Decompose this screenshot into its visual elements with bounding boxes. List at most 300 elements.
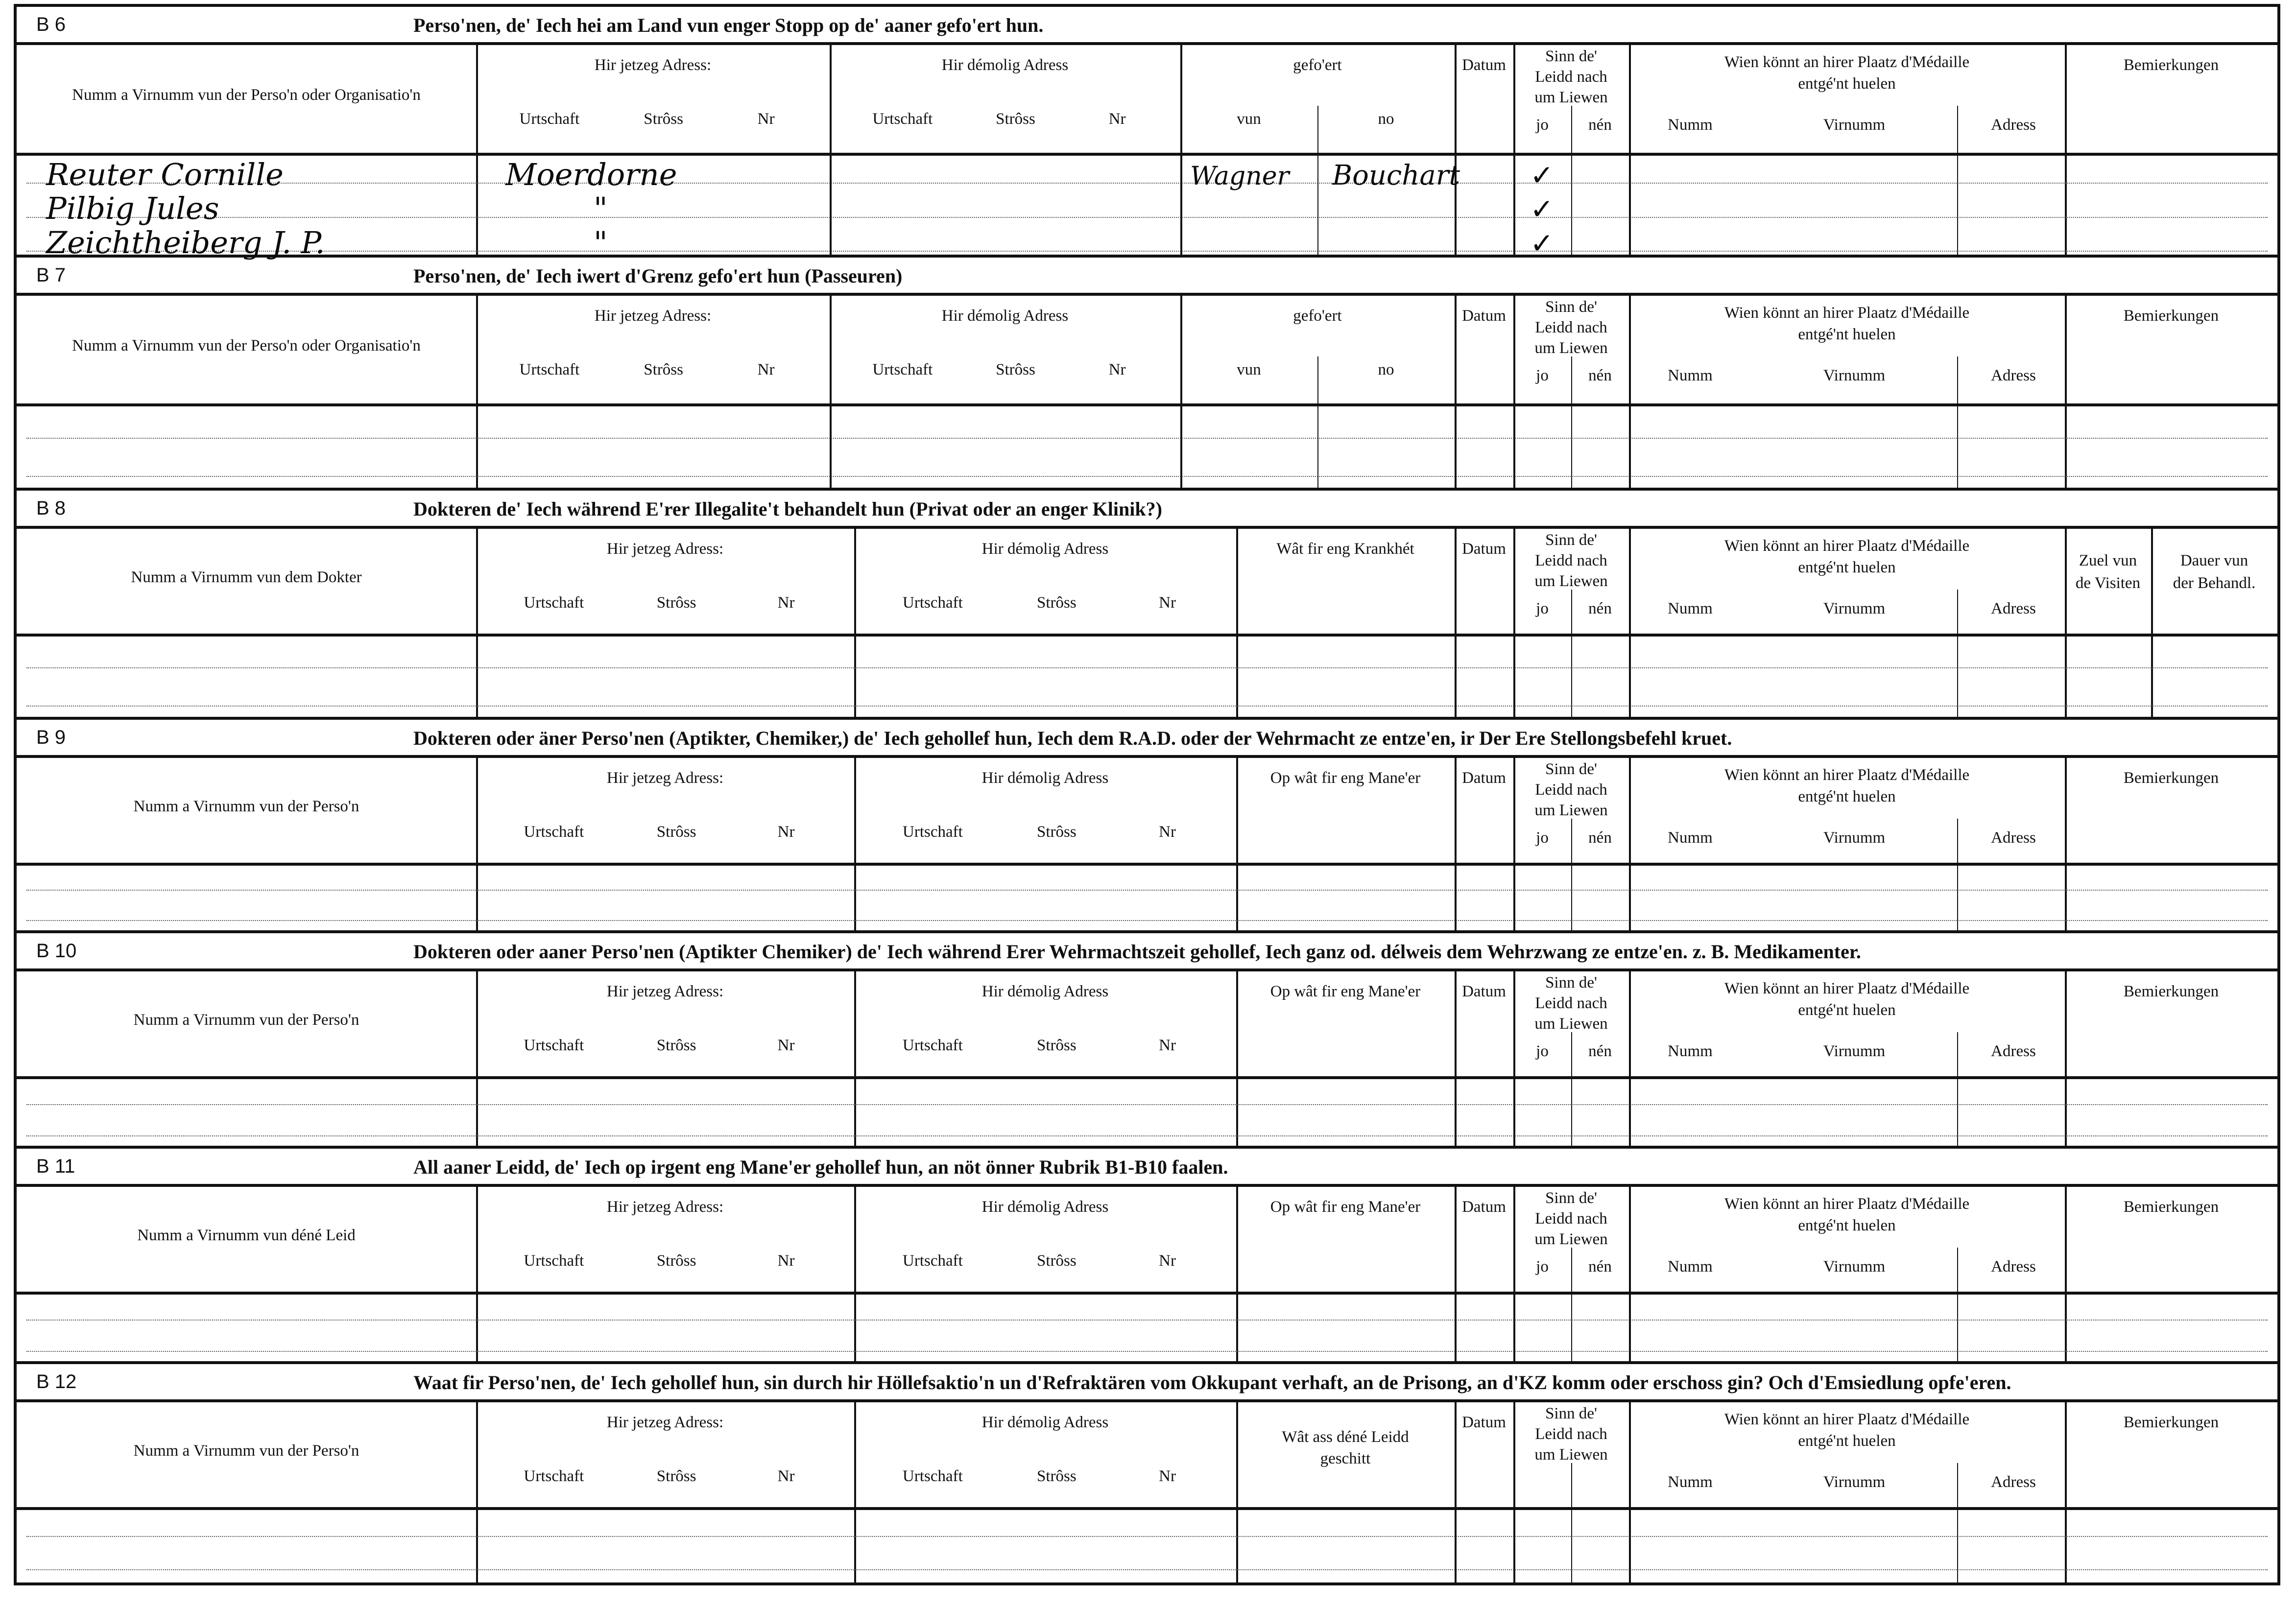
column-header-name: Numm a Virnumm vun dem Dokter xyxy=(131,568,362,586)
column-divider xyxy=(1513,1399,1515,1582)
column-header-medal-1: Wien könnt an hirer Plaatz d'Médaille xyxy=(1724,53,1970,71)
subcolumn-divider xyxy=(1957,1463,1958,1582)
column-divider xyxy=(1513,755,1515,930)
column-header-name: Numm a Virnumm vun déné Leid xyxy=(137,1227,356,1244)
table-top-border xyxy=(17,968,2277,971)
column-header-remarks: Bemierkungen xyxy=(2123,1198,2219,1216)
header-separator xyxy=(17,1292,2277,1295)
subheader-street: Strôss xyxy=(1037,594,1076,612)
subheader-street: Strôss xyxy=(644,361,683,378)
column-header-medal-1: Wien könnt an hirer Plaatz d'Médaille xyxy=(1724,304,1970,322)
subheader-no: nén xyxy=(1588,1042,1612,1060)
subheader-street: Strôss xyxy=(996,361,1035,378)
column-divider xyxy=(1513,1184,1515,1361)
subheader-address: Adress xyxy=(1991,116,2036,134)
column-divider xyxy=(1629,1184,1631,1361)
subheader-surname: Numm xyxy=(1668,1473,1713,1491)
column-divider xyxy=(854,968,856,1146)
subheader-number: Nr xyxy=(1159,594,1176,612)
subheader-no: nén xyxy=(1588,829,1612,847)
table-top-border xyxy=(17,755,2277,758)
column-header-name: Numm a Virnumm vun der Perso'n xyxy=(133,1011,359,1029)
column-header-current-address: Hir jetzeg Adress: xyxy=(606,1414,724,1431)
column-header-current-address: Hir jetzeg Adress: xyxy=(606,1198,724,1216)
column-header-alive-1: Sinn de' xyxy=(1545,974,1597,991)
header-separator xyxy=(17,1507,2277,1510)
column-header-alive-2: Leidd nach xyxy=(1535,319,1607,336)
check-mark: ✓ xyxy=(1530,159,1554,192)
section-table xyxy=(17,42,2277,260)
entry-line xyxy=(26,183,2268,184)
subheader-to: no xyxy=(1378,110,1394,128)
section-b12 xyxy=(17,1364,2277,1582)
column-divider xyxy=(1629,968,1631,1146)
subheader-number: Nr xyxy=(777,823,795,841)
table-top-border xyxy=(17,293,2277,296)
column-header-name: Numm a Virnumm vun der Perso'n xyxy=(133,798,359,815)
column-header-medal-2: entgé'nt huelen xyxy=(1798,788,1896,805)
column-divider xyxy=(1236,1399,1238,1582)
subheader-firstname: Virnumm xyxy=(1823,600,1886,617)
column-header-alive-2: Leidd nach xyxy=(1535,552,1607,569)
subheader-address: Adress xyxy=(1991,600,2036,617)
subheader-number: Nr xyxy=(1159,1467,1176,1485)
section-code: B 10 xyxy=(36,940,77,962)
table-top-border xyxy=(17,526,2277,529)
column-divider xyxy=(1513,968,1515,1146)
section-title-bar xyxy=(17,1149,2277,1184)
column-header-visits-1: Zuel vun xyxy=(2079,552,2137,569)
subcolumn-divider xyxy=(1957,356,1958,491)
table-top-border xyxy=(17,1399,2277,1402)
column-header-alive-3: um Liewen xyxy=(1534,572,1608,590)
column-header-alive-3: um Liewen xyxy=(1534,89,1608,106)
section-code: B 11 xyxy=(36,1156,75,1177)
column-header-remarks: Bemierkungen xyxy=(2123,1414,2219,1431)
entry-line xyxy=(26,667,2268,668)
handwritten-name: Zeichtheiberg J. P. xyxy=(46,224,325,260)
subheader-yes: jo xyxy=(1536,600,1549,617)
column-divider xyxy=(2065,42,2067,255)
section-b6 xyxy=(17,7,2277,258)
section-title: Dokteren de' Iech während E'rer Illegalite't behandelt hun (Privat oder an enger Klinik?) xyxy=(413,498,1162,520)
section-title-bar xyxy=(17,933,2277,968)
section-title: All aaner Leidd, de' Iech op irgent eng Mane'er gehollef hun, an nöt önner Rubrik B1-B10 faalen. xyxy=(413,1156,1228,1178)
subheader-to: no xyxy=(1378,361,1394,378)
column-divider xyxy=(1455,1399,1457,1582)
subheader-firstname: Virnumm xyxy=(1823,1042,1886,1060)
subheader-surname: Numm xyxy=(1668,829,1713,847)
subheader-locality: Urtschaft xyxy=(519,361,580,378)
subheader-no: nén xyxy=(1588,1258,1612,1275)
column-header-date: Datum xyxy=(1462,56,1506,74)
subheader-number: Nr xyxy=(757,361,775,378)
section-b10 xyxy=(17,933,2277,1149)
subheader-number: Nr xyxy=(777,1037,795,1054)
column-header-alive-3: um Liewen xyxy=(1534,339,1608,357)
column-header-previous-address: Hir démolig Adress xyxy=(981,769,1109,787)
subheader-address: Adress xyxy=(1991,1258,2036,1275)
column-header-medal-2: entgé'nt huelen xyxy=(1798,559,1896,576)
section-code: B 12 xyxy=(36,1371,77,1393)
section-table xyxy=(17,293,2277,488)
column-header-alive-2: Leidd nach xyxy=(1535,1425,1607,1443)
column-header-description: Wât fir eng Krankhét xyxy=(1276,540,1414,558)
subheader-street: Strôss xyxy=(996,110,1035,128)
section-code: B 9 xyxy=(36,727,66,748)
subheader-locality: Urtschaft xyxy=(903,1037,963,1054)
column-header-alive-3: um Liewen xyxy=(1534,1015,1608,1033)
subheader-no: nén xyxy=(1588,600,1612,617)
section-table xyxy=(17,526,2277,717)
column-divider xyxy=(830,42,832,255)
handwritten-to: Bouchart xyxy=(1332,160,1460,191)
section-title-bar xyxy=(17,491,2277,526)
column-header-previous-address: Hir démolig Adress xyxy=(941,307,1069,325)
column-header-transported: gefo'ert xyxy=(1293,56,1342,74)
column-header-medal-1: Wien könnt an hirer Plaatz d'Médaille xyxy=(1724,1411,1970,1428)
subheader-address: Adress xyxy=(1991,829,2036,847)
subheader-yes: jo xyxy=(1536,1258,1549,1275)
handwritten-name: Reuter Cornille xyxy=(46,157,284,192)
column-header-alive-2: Leidd nach xyxy=(1535,1210,1607,1227)
column-header-what-happened-2: geschitt xyxy=(1320,1450,1371,1467)
column-divider xyxy=(854,755,856,930)
column-header-alive-1: Sinn de' xyxy=(1545,1405,1597,1422)
column-header-current-address: Hir jetzeg Adress: xyxy=(606,540,724,558)
subheader-locality: Urtschaft xyxy=(524,1037,584,1054)
section-title: Waat fir Perso'nen, de' Iech gehollef hun, sin durch hir Höllefsaktio'n un d'Refraktären vom Okkupant verhaft, an de Prisong, an d'KZ komm oder erschoss gin? Och d'Emsiedlung opfe'eren. xyxy=(413,1371,2011,1393)
column-header-medal-1: Wien könnt an hirer Plaatz d'Médaille xyxy=(1724,766,1970,784)
column-header-alive-1: Sinn de' xyxy=(1545,47,1597,65)
column-header-remarks: Bemierkungen xyxy=(2123,769,2219,787)
column-divider xyxy=(2065,526,2067,717)
column-header-medal-2: entgé'nt huelen xyxy=(1798,326,1896,343)
column-divider xyxy=(1455,755,1457,930)
subheader-firstname: Virnumm xyxy=(1823,829,1886,847)
subheader-street: Strôss xyxy=(1037,1252,1076,1270)
column-header-medal-1: Wien könnt an hirer Plaatz d'Médaille xyxy=(1724,537,1970,555)
header-separator xyxy=(17,634,2277,637)
subheader-number: Nr xyxy=(1108,361,1126,378)
subheader-number: Nr xyxy=(777,594,795,612)
subheader-from: vun xyxy=(1237,361,1261,378)
column-header-date: Datum xyxy=(1462,983,1506,1000)
subheader-locality: Urtschaft xyxy=(524,594,584,612)
column-header-alive-2: Leidd nach xyxy=(1535,68,1607,86)
column-header-transported: gefo'ert xyxy=(1293,307,1342,325)
entry-line xyxy=(26,438,2268,439)
subheader-yes: jo xyxy=(1536,116,1549,134)
handwritten-name: Pilbig Jules xyxy=(46,190,219,227)
column-divider xyxy=(2151,526,2153,717)
section-table xyxy=(17,1399,2277,1582)
column-divider xyxy=(1513,42,1515,255)
subcolumn-divider xyxy=(1571,1463,1572,1582)
column-header-medal-1: Wien könnt an hirer Plaatz d'Médaille xyxy=(1724,980,1970,997)
subheader-locality: Urtschaft xyxy=(524,1252,584,1270)
check-mark: ✓ xyxy=(1530,226,1554,260)
subcolumn-divider xyxy=(1957,1032,1958,1149)
column-divider xyxy=(1629,755,1631,930)
subcolumn-divider xyxy=(1571,590,1572,720)
column-divider xyxy=(476,526,478,717)
entry-line xyxy=(26,706,2268,707)
subcolumn-divider xyxy=(1571,819,1572,933)
column-divider xyxy=(476,1184,478,1361)
subheader-locality: Urtschaft xyxy=(903,594,963,612)
column-header-alive-3: um Liewen xyxy=(1534,802,1608,819)
column-header-previous-address: Hir démolig Adress xyxy=(981,1414,1109,1431)
column-divider xyxy=(1455,293,1457,488)
section-b11 xyxy=(17,1149,2277,1364)
subheader-address: Adress xyxy=(1991,1042,2036,1060)
subheader-locality: Urtschaft xyxy=(524,823,584,841)
column-header-medal-1: Wien könnt an hirer Plaatz d'Médaille xyxy=(1724,1195,1970,1213)
subcolumn-divider xyxy=(1957,819,1958,933)
column-divider xyxy=(2065,968,2067,1146)
table-top-border xyxy=(17,42,2277,45)
header-separator xyxy=(17,863,2277,866)
column-divider xyxy=(1455,42,1457,255)
subcolumn-divider xyxy=(1571,1248,1572,1364)
column-divider xyxy=(1236,968,1238,1146)
subheader-no: nén xyxy=(1588,367,1612,384)
subheader-street: Strôss xyxy=(1037,823,1076,841)
subheader-firstname: Virnumm xyxy=(1823,367,1886,384)
column-header-description: Op wât fir eng Mane'er xyxy=(1270,1198,1421,1216)
subheader-street: Strôss xyxy=(1037,1467,1076,1485)
column-header-previous-address: Hir démolig Adress xyxy=(981,540,1109,558)
entry-line xyxy=(26,476,2268,477)
column-header-medal-2: entgé'nt huelen xyxy=(1798,1001,1896,1019)
column-divider xyxy=(476,293,478,488)
subheader-locality: Urtschaft xyxy=(872,110,933,128)
section-code: B 7 xyxy=(36,264,66,286)
section-title: Perso'nen, de' Iech hei am Land vun enger Stopp op de' aaner gefo'ert hun. xyxy=(413,14,1044,36)
header-separator xyxy=(17,403,2277,406)
column-divider xyxy=(1180,293,1182,488)
section-title: Perso'nen, de' Iech iwert d'Grenz gefo'ert hun (Passeuren) xyxy=(413,265,903,287)
subheader-locality: Urtschaft xyxy=(903,823,963,841)
subheader-locality: Urtschaft xyxy=(903,1467,963,1485)
section-b8 xyxy=(17,491,2277,720)
subheader-yes: jo xyxy=(1536,367,1549,384)
subcolumn-divider xyxy=(1571,356,1572,491)
section-title: Dokteren oder aaner Perso'nen (Aptikter Chemiker) de' Iech während Erer Wehrmachtszeit gehollef, Iech ganz od. délweis dem Wehrzwang ze entze'en. z. B. Medikamenter. xyxy=(413,941,1861,963)
column-divider xyxy=(1629,526,1631,717)
column-divider xyxy=(1513,293,1515,488)
subcolumn-divider xyxy=(1571,1032,1572,1149)
section-title-bar xyxy=(17,720,2277,755)
column-header-date: Datum xyxy=(1462,1198,1506,1216)
section-title: Dokteren oder äner Perso'nen (Aptikter, Chemiker,) de' Iech gehollef hun, Iech dem R.A.D. oder der Wehrmacht ze entze'en, ir Der Ere Stellongsbefehl kruet. xyxy=(413,727,1732,749)
section-table xyxy=(17,755,2277,930)
subheader-no: nén xyxy=(1588,116,1612,134)
column-divider xyxy=(1455,1184,1457,1361)
column-header-alive-2: Leidd nach xyxy=(1535,781,1607,799)
subheader-locality: Urtschaft xyxy=(903,1252,963,1270)
column-header-name: Numm a Virnumm vun der Perso'n oder Organisatio'n xyxy=(72,86,421,104)
subheader-surname: Numm xyxy=(1668,116,1713,134)
subheader-street: Strôss xyxy=(656,1252,696,1270)
column-header-previous-address: Hir démolig Adress xyxy=(941,56,1069,74)
entry-line xyxy=(26,1104,2268,1105)
column-header-current-address: Hir jetzeg Adress: xyxy=(606,983,724,1000)
column-header-alive-3: um Liewen xyxy=(1534,1230,1608,1248)
subheader-number: Nr xyxy=(777,1252,795,1270)
column-divider xyxy=(830,293,832,488)
subheader-yes: jo xyxy=(1536,829,1549,847)
section-code: B 6 xyxy=(36,14,66,35)
subheader-street: Strôss xyxy=(656,594,696,612)
subheader-street: Strôss xyxy=(1037,1037,1076,1054)
entry-line xyxy=(26,1536,2268,1537)
column-header-alive-1: Sinn de' xyxy=(1545,760,1597,778)
subheader-locality: Urtschaft xyxy=(519,110,580,128)
section-title-bar xyxy=(17,7,2277,42)
header-separator xyxy=(17,1076,2277,1079)
subheader-locality: Urtschaft xyxy=(524,1467,584,1485)
column-divider xyxy=(854,526,856,717)
column-divider xyxy=(476,755,478,930)
entry-line xyxy=(26,217,2268,218)
subheader-address: Adress xyxy=(1991,1473,2036,1491)
column-header-what-happened: Wât ass déné Leidd xyxy=(1282,1428,1409,1446)
column-divider xyxy=(1629,42,1631,255)
column-divider xyxy=(854,1184,856,1361)
column-header-description: Op wât fir eng Mane'er xyxy=(1270,769,1421,787)
handwritten-address: " xyxy=(594,224,608,260)
subheader-surname: Numm xyxy=(1668,1258,1713,1275)
subcolumn-divider xyxy=(1957,590,1958,720)
section-code: B 8 xyxy=(36,497,66,519)
subheader-street: Strôss xyxy=(656,1467,696,1485)
entry-line xyxy=(26,251,2268,252)
column-divider xyxy=(2065,293,2067,488)
entry-line xyxy=(26,920,2268,921)
table-top-border xyxy=(17,1184,2277,1187)
entry-line xyxy=(26,890,2268,891)
subheader-number: Nr xyxy=(1159,823,1176,841)
column-divider xyxy=(476,1399,478,1582)
subcolumn-divider xyxy=(1317,356,1318,491)
column-divider xyxy=(1513,526,1515,717)
section-title-bar xyxy=(17,258,2277,293)
subheader-firstname: Virnumm xyxy=(1823,1473,1886,1491)
subheader-locality: Urtschaft xyxy=(872,361,933,378)
column-header-duration-2: der Behandl. xyxy=(2173,574,2256,592)
column-header-remarks: Bemierkungen xyxy=(2123,983,2219,1000)
column-divider xyxy=(476,968,478,1146)
column-header-previous-address: Hir démolig Adress xyxy=(981,1198,1109,1216)
column-header-current-address: Hir jetzeg Adress: xyxy=(594,56,712,74)
subheader-street: Strôss xyxy=(644,110,683,128)
handwritten-address: Moerdorne xyxy=(505,157,677,192)
column-header-date: Datum xyxy=(1462,540,1506,558)
column-header-medal-2: entgé'nt huelen xyxy=(1798,1217,1896,1234)
subheader-surname: Numm xyxy=(1668,367,1713,384)
subcolumn-divider xyxy=(1571,106,1572,258)
entry-line xyxy=(26,1351,2268,1352)
column-header-visits-2: de Visiten xyxy=(2075,574,2141,592)
subheader-street: Strôss xyxy=(656,1037,696,1054)
column-header-alive-2: Leidd nach xyxy=(1535,994,1607,1012)
column-divider xyxy=(1236,526,1238,717)
subcolumn-divider xyxy=(1957,1248,1958,1364)
column-header-date: Datum xyxy=(1462,307,1506,325)
column-header-medal-2: entgé'nt huelen xyxy=(1798,75,1896,93)
handwritten-address: " xyxy=(594,190,608,227)
section-title-bar xyxy=(17,1364,2277,1399)
column-divider xyxy=(1629,1399,1631,1582)
questionnaire-form xyxy=(14,4,2280,1585)
column-header-name: Numm a Virnumm vun der Perso'n xyxy=(133,1442,359,1460)
column-divider xyxy=(1455,968,1457,1146)
subheader-number: Nr xyxy=(1159,1037,1176,1054)
column-header-alive-1: Sinn de' xyxy=(1545,1189,1597,1207)
column-divider xyxy=(1629,293,1631,488)
subheader-firstname: Virnumm xyxy=(1823,1258,1886,1275)
section-b7 xyxy=(17,258,2277,491)
column-header-duration-1: Dauer vun xyxy=(2180,552,2248,569)
column-header-alive-1: Sinn de' xyxy=(1545,298,1597,316)
column-divider xyxy=(476,42,478,255)
column-header-date: Datum xyxy=(1462,1414,1506,1431)
column-divider xyxy=(1455,526,1457,717)
subheader-number: Nr xyxy=(757,110,775,128)
subheader-surname: Numm xyxy=(1668,1042,1713,1060)
subheader-street: Strôss xyxy=(656,823,696,841)
subheader-number: Nr xyxy=(777,1467,795,1485)
check-mark: ✓ xyxy=(1530,192,1554,226)
column-divider xyxy=(1236,1184,1238,1361)
subheader-address: Adress xyxy=(1991,367,2036,384)
subheader-yes: jo xyxy=(1536,1042,1549,1060)
entry-line xyxy=(26,1569,2268,1570)
subheader-number: Nr xyxy=(1159,1252,1176,1270)
column-divider xyxy=(2065,1184,2067,1361)
section-table xyxy=(17,968,2277,1146)
subheader-number: Nr xyxy=(1108,110,1126,128)
column-header-alive-1: Sinn de' xyxy=(1545,531,1597,549)
column-header-previous-address: Hir démolig Adress xyxy=(981,983,1109,1000)
section-table xyxy=(17,1184,2277,1361)
header-separator xyxy=(17,153,2277,156)
column-divider xyxy=(1180,42,1182,255)
column-divider xyxy=(1236,755,1238,930)
subcolumn-divider xyxy=(1957,106,1958,258)
column-header-remarks: Bemierkungen xyxy=(2123,56,2219,74)
column-divider xyxy=(854,1399,856,1582)
handwritten-from: Wagner xyxy=(1190,162,1290,191)
column-header-name: Numm a Virnumm vun der Perso'n oder Organisatio'n xyxy=(72,337,421,354)
column-header-date: Datum xyxy=(1462,769,1506,787)
entry-line xyxy=(26,1135,2268,1136)
section-b9 xyxy=(17,720,2277,933)
column-header-remarks: Bemierkungen xyxy=(2123,307,2219,325)
column-header-medal-2: entgé'nt huelen xyxy=(1798,1432,1896,1450)
subcolumn-divider xyxy=(1317,106,1318,258)
entry-line xyxy=(26,1320,2268,1321)
column-divider xyxy=(2065,1399,2067,1582)
column-divider xyxy=(2065,755,2067,930)
subheader-firstname: Virnumm xyxy=(1823,116,1886,134)
subheader-surname: Numm xyxy=(1668,600,1713,617)
column-header-alive-3: um Liewen xyxy=(1534,1446,1608,1463)
column-header-current-address: Hir jetzeg Adress: xyxy=(594,307,712,325)
column-header-description: Op wât fir eng Mane'er xyxy=(1270,983,1421,1000)
